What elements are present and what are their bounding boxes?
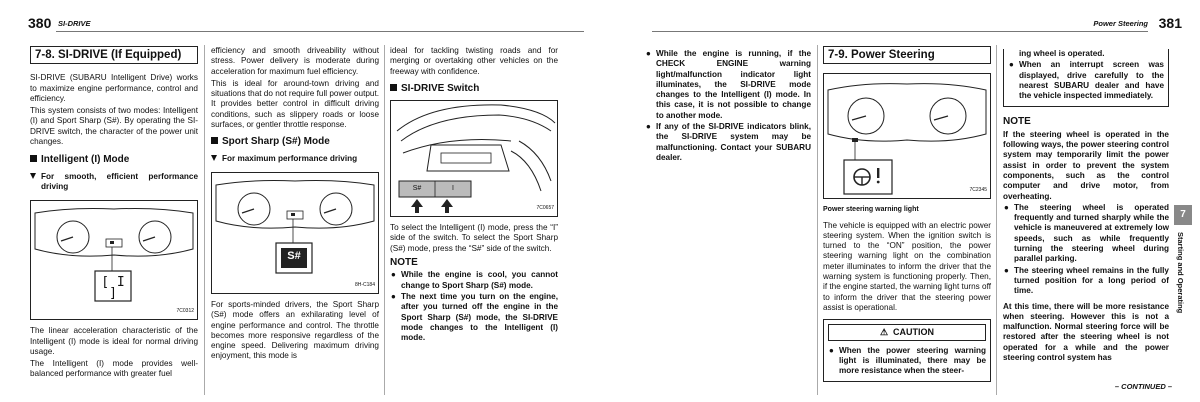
chapter-tab: 7 (1174, 205, 1192, 225)
note-intro: If the steering wheel is operated in the following ways, the power steering control system may temporarily limit the power assist in order to prevent the system components, such as the control computer and drive motor, from overheating. (1003, 129, 1169, 201)
caution-item: ● When the power steering warning light is illuminated, there may be more resistance when the steer- (829, 345, 986, 376)
figure-code: 8H-C184 (354, 281, 375, 288)
column-divider (996, 45, 997, 395)
intelligent-subheading: For smooth, efficient performance driving (30, 172, 198, 193)
sport-sharp-subheading: For maximum performance driving (211, 154, 379, 164)
switch-intelligent-label: I (452, 185, 454, 193)
figure-code: 7C2345 (969, 187, 987, 193)
left-column-3 (390, 46, 558, 344)
right-header (652, 15, 1200, 36)
header-rule (652, 31, 1148, 32)
note-item: ● While the engine is cool, you cannot change to Sport Sharp (S#) mode. (391, 270, 558, 290)
sport-sharp-heading: Sport Sharp (S#) Mode (211, 137, 379, 147)
square-bullet-icon (30, 155, 37, 162)
caution-box-continued (1003, 49, 1169, 107)
check-engine-note: ● While the engine is running, if the CHECK ENGINE warning light/malfunction indicator light illuminates, the SI-DRIVE mode changes to the Intelligent (I) mode. In this case, it is not possible to change to another mode. (646, 49, 811, 120)
caution-item: ● When an interrupt screen was displayed, drive carefully to the nearest SUBARU dealer and have the vehicle inspected immediately. (1009, 60, 1164, 101)
intro-paragraph-2: This system consists of two modes: Intelligent (I) and Sport Sharp (S#). By operating the SI-DRIVE switch, the character of the power unit changes. (30, 106, 198, 147)
power-steering-title: 7-9. Power Steering (823, 46, 991, 64)
twisting-roads-paragraph: ideal for tackling twisting roads and for merging or overtaking other vehicles on the freeway with confidence. (390, 46, 558, 76)
caution-heading: ⚠ CAUTION (828, 324, 986, 340)
note-heading: NOTE (1003, 116, 1031, 128)
figure-code: 7C0312 (176, 307, 194, 314)
section-title: 7-8. SI-DRIVE (If Equipped) (30, 46, 198, 64)
note-heading: NOTE (390, 257, 418, 269)
square-bullet-icon (390, 84, 397, 91)
page-number: 380 (28, 15, 52, 31)
switch-sport-label: S# (412, 185, 422, 193)
intelligent-mode-figure (30, 200, 198, 320)
left-column-1 (30, 46, 198, 382)
right-column-3 (1003, 49, 1169, 365)
sport-sharp-description: For sports-minded drivers, the Sport Sharp (S#) mode offers an exhilarating level of engine performance and control. The throttle becomes more responsive regardless of the engine speed. Delivering maximum driving enjoyment, this mode is (211, 299, 379, 361)
intelligent-heading: Intelligent (I) Mode (30, 155, 198, 165)
column-divider (384, 45, 385, 395)
combination-meter-illustration (824, 74, 990, 198)
right-column-1 (645, 49, 811, 164)
left-column-2 (211, 46, 379, 364)
combination-meter-illustration (31, 201, 197, 319)
figure-code: 7C0657 (536, 204, 554, 211)
intelligent-description-2: The Intelligent (I) mode provides well-balanced performance with greater fuel (30, 359, 198, 379)
steering-wheel-switch-illustration (391, 101, 557, 216)
power-steering-description: The vehicle is equipped with an electric power steering system. When the ignition switch is turned to the “ON” position, the power steering warning light on the combination meter illuminates to inform the driver that the warning system is functioning properly. Then, if the engine started, the warning light turns off to inform the driver that the steering power assist is operational. (823, 220, 991, 312)
column-divider (204, 45, 205, 395)
sport-sharp-indicator: S# (287, 249, 301, 262)
around-town-paragraph: This is ideal for around-town driving and situations that do not require full power output. It provides better control in difficult driving conditions, such as slippery roads or loose surfaces, or gentler throttle response. (211, 78, 379, 130)
combination-meter-illustration (212, 173, 378, 293)
section-name: Power Steering (1093, 19, 1148, 28)
chapter-tab-label: Starting and Operating (1176, 232, 1185, 314)
note-tail: At this time, there will be more resistance when steering. However this is not a malfunction. Normal steering force will be restored after the steering wheel is not operated for a while and the power steering control system has (1003, 301, 1169, 363)
si-drive-switch-heading: SI-DRIVE Switch (390, 84, 558, 94)
sport-sharp-figure (211, 172, 379, 294)
triangle-bullet-icon (211, 155, 217, 161)
intelligent-mode-indicator: [ I ] (101, 275, 125, 301)
caution-box (823, 319, 991, 382)
power-steering-figure (823, 73, 991, 199)
column-divider (817, 45, 818, 395)
section-name: SI-DRIVE (58, 19, 91, 28)
note-item: ● The steering wheel remains in the fully turned position for a long period of time. (1004, 265, 1169, 296)
caution-continued-text: ing wheel is operated. (1019, 49, 1105, 58)
si-drive-switch-figure (390, 100, 558, 217)
header-rule (56, 31, 584, 32)
continued-label: – CONTINUED – (1114, 382, 1172, 391)
left-header (28, 15, 584, 36)
figure-caption: Power steering warning light (823, 206, 919, 214)
page-number: 381 (1158, 15, 1182, 31)
indicator-blink-note: ● If any of the SI-DRIVE indicators blink, the SI-DRIVE system may be malfunctioning. Contact your SUBARU dealer. (646, 122, 811, 162)
note-item: ● The next time you turn on the engine, after you turned off the engine in the Sport Sharp (S#) mode, the SI-DRIVE mode changes to the Intelligent (I) mode. (391, 291, 558, 343)
switch-description: To select the Intelligent (I) mode, press the “I” side of the switch. To select the Sport Sharp (S#) mode, press the “S#” side of the switch. (390, 223, 558, 253)
note-item: ● The steering wheel is operated frequently and turned sharply while the vehicle is maneuvered at extremely low speeds, such as while frequently turning the steering wheel during parallel parking. (1004, 202, 1169, 264)
fuel-efficiency-paragraph: efficiency and smooth driveability without stress. Power delivery is moderate during acceleration for maximum fuel efficiency. (211, 46, 379, 76)
square-bullet-icon (211, 137, 218, 144)
intelligent-description: The linear acceleration characteristic of the Intelligent (I) mode is ideal for normal driving usage. (30, 326, 198, 356)
warning-triangle-icon: ⚠ (879, 327, 889, 338)
intro-paragraph: SI-DRIVE (SUBARU Intelligent Drive) works to maximize engine performance, control and efficiency. (30, 73, 198, 103)
right-column-2 (823, 46, 991, 382)
triangle-bullet-icon (30, 173, 36, 179)
